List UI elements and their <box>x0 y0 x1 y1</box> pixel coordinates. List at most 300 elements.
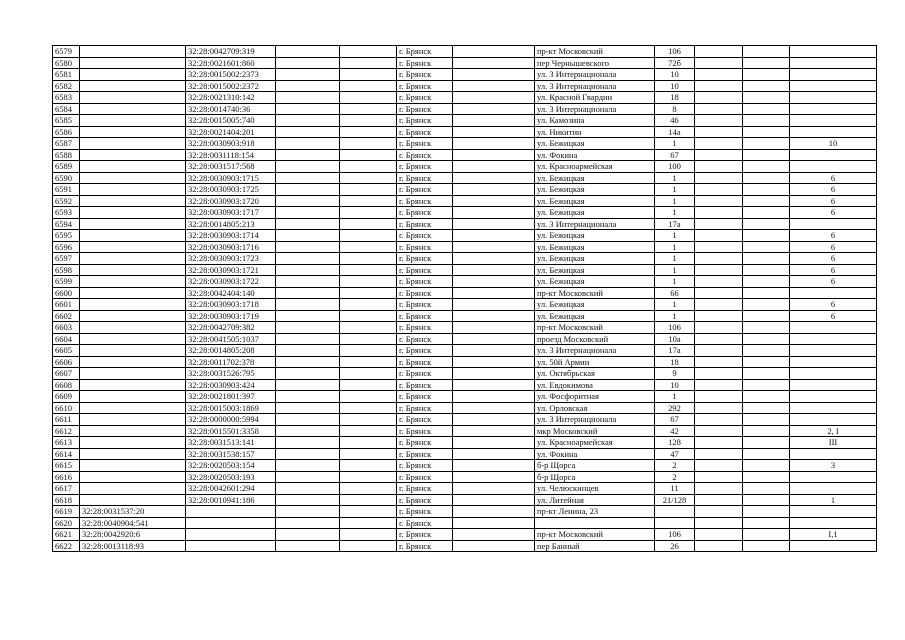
table-cell <box>790 92 877 104</box>
table-cell <box>340 529 397 541</box>
table-cell: ул. Фосфоритная <box>535 391 655 403</box>
table-cell <box>453 471 535 483</box>
table-cell <box>276 310 340 322</box>
table-cell <box>790 161 877 173</box>
table-cell <box>790 46 877 58</box>
table-cell: б-р Щорса <box>535 460 655 472</box>
table-cell: 32:28:0030903:918 <box>186 138 276 150</box>
table-cell <box>276 276 340 288</box>
table-cell <box>453 540 535 552</box>
table-cell: пер Банный <box>535 540 655 552</box>
table-cell: 1 <box>655 207 695 219</box>
table-cell <box>695 368 743 380</box>
table-cell <box>276 230 340 242</box>
table-cell <box>340 103 397 115</box>
table-cell: 32:28:0015002:2372 <box>186 80 276 92</box>
table-cell <box>80 368 186 380</box>
table-cell: 32:28:0020503:154 <box>186 460 276 472</box>
table-row <box>53 506 877 518</box>
table-cell <box>80 437 186 449</box>
table-cell: г. Брянск <box>397 184 453 196</box>
table-cell <box>453 80 535 92</box>
table-cell <box>80 195 186 207</box>
table-cell: 3 <box>790 460 877 472</box>
table-cell <box>276 379 340 391</box>
table-cell: ул. Литейная <box>535 494 655 506</box>
table-cell: г. Брянск <box>397 483 453 495</box>
table-cell <box>743 460 790 472</box>
table-cell: 32:28:0031517:568 <box>186 161 276 173</box>
table-cell <box>340 517 397 529</box>
table-cell <box>743 437 790 449</box>
table-cell <box>276 471 340 483</box>
table-row <box>53 264 877 276</box>
table-cell <box>80 241 186 253</box>
table-cell: г. Брянск <box>397 471 453 483</box>
table-cell: 32:28:0030903:1718 <box>186 299 276 311</box>
table-cell: ул. Бежицкая <box>535 172 655 184</box>
table-row <box>53 425 877 437</box>
table-cell: 6616 <box>53 471 80 483</box>
table-cell <box>743 161 790 173</box>
table-row <box>53 92 877 104</box>
table-row <box>53 356 877 368</box>
table-cell <box>453 414 535 426</box>
table-cell: ул. Фокина <box>535 448 655 460</box>
table-cell <box>790 402 877 414</box>
table-cell <box>743 448 790 460</box>
table-row <box>53 437 877 449</box>
table-cell <box>340 425 397 437</box>
table-cell <box>80 264 186 276</box>
table-cell <box>743 69 790 81</box>
table-cell <box>276 368 340 380</box>
table-cell <box>453 276 535 288</box>
table-cell: 66 <box>655 287 695 299</box>
table-cell: 6 <box>790 299 877 311</box>
table-cell <box>340 460 397 472</box>
table-cell <box>80 57 186 69</box>
table-cell <box>743 149 790 161</box>
table-cell <box>453 92 535 104</box>
table-cell <box>695 483 743 495</box>
table-cell: 6599 <box>53 276 80 288</box>
table-cell: 32:28:0040904:541 <box>80 517 186 529</box>
table-row <box>53 80 877 92</box>
table-cell <box>695 391 743 403</box>
table-cell <box>453 103 535 115</box>
table-cell <box>80 218 186 230</box>
table-cell <box>695 540 743 552</box>
table-cell: г. Брянск <box>397 540 453 552</box>
table-cell <box>340 264 397 276</box>
table-cell: 6587 <box>53 138 80 150</box>
table-cell: ул. Бежицкая <box>535 253 655 265</box>
table-cell <box>340 276 397 288</box>
table-cell <box>695 437 743 449</box>
table-row <box>53 253 877 265</box>
table-cell <box>695 356 743 368</box>
table-cell: 10 <box>790 138 877 150</box>
table-cell <box>743 517 790 529</box>
table-cell <box>695 103 743 115</box>
table-cell <box>276 540 340 552</box>
table-cell: г. Брянск <box>397 115 453 127</box>
table-cell <box>276 299 340 311</box>
table-cell: 10 <box>655 379 695 391</box>
table-cell: 32:28:0030903:1723 <box>186 253 276 265</box>
table-cell <box>340 483 397 495</box>
table-cell <box>80 287 186 299</box>
table-cell: г. Брянск <box>397 310 453 322</box>
table-cell <box>340 299 397 311</box>
table-cell: 6612 <box>53 425 80 437</box>
table-row <box>53 172 877 184</box>
table-cell <box>276 80 340 92</box>
table-cell: 6613 <box>53 437 80 449</box>
table-cell <box>276 46 340 58</box>
table-cell <box>80 161 186 173</box>
table-cell <box>186 517 276 529</box>
table-cell <box>340 69 397 81</box>
table-cell <box>276 356 340 368</box>
table-cell <box>80 402 186 414</box>
table-cell <box>80 184 186 196</box>
table-cell: г. Брянск <box>397 161 453 173</box>
table-cell: г. Брянск <box>397 138 453 150</box>
table-cell: 11 <box>655 483 695 495</box>
table-cell <box>80 149 186 161</box>
table-cell: 6622 <box>53 540 80 552</box>
table-cell <box>743 529 790 541</box>
table-cell: 32:28:0030903:1714 <box>186 230 276 242</box>
table-cell <box>276 161 340 173</box>
table-cell: 72б <box>655 57 695 69</box>
table-cell: мкр Московский <box>535 425 655 437</box>
table-cell: 6 <box>790 184 877 196</box>
table-cell <box>276 69 340 81</box>
table-row <box>53 391 877 403</box>
table-cell <box>453 287 535 299</box>
table-cell <box>453 494 535 506</box>
table-cell: б-р Щорса <box>535 471 655 483</box>
table-cell: г. Брянск <box>397 345 453 357</box>
table-row <box>53 310 877 322</box>
table-cell <box>276 218 340 230</box>
table-row <box>53 276 877 288</box>
table-cell <box>695 207 743 219</box>
table-cell: г. Брянск <box>397 241 453 253</box>
table-cell <box>80 425 186 437</box>
table-cell: 6583 <box>53 92 80 104</box>
table-row <box>53 483 877 495</box>
table-cell <box>276 460 340 472</box>
table-cell <box>80 483 186 495</box>
table-cell: 6606 <box>53 356 80 368</box>
table-cell <box>743 540 790 552</box>
table-cell <box>340 287 397 299</box>
table-cell: г. Брянск <box>397 195 453 207</box>
table-cell: 6 <box>790 207 877 219</box>
table-cell: г. Брянск <box>397 356 453 368</box>
table-cell: 21/128 <box>655 494 695 506</box>
table-cell <box>743 218 790 230</box>
table-cell: г. Брянск <box>397 103 453 115</box>
table-cell: г. Брянск <box>397 57 453 69</box>
table-cell <box>80 46 186 58</box>
table-cell <box>790 80 877 92</box>
table-cell <box>80 391 186 403</box>
table-cell <box>453 126 535 138</box>
table-cell <box>695 46 743 58</box>
table-cell <box>276 345 340 357</box>
table-cell: ул. Бежицкая <box>535 276 655 288</box>
table-row <box>53 161 877 173</box>
table-cell <box>743 241 790 253</box>
table-cell <box>340 368 397 380</box>
table-cell: г. Брянск <box>397 448 453 460</box>
table-cell <box>695 161 743 173</box>
table-cell <box>695 241 743 253</box>
table-cell: ул. Красной Гвардии <box>535 92 655 104</box>
table-cell: 10 <box>655 80 695 92</box>
table-cell: 128 <box>655 437 695 449</box>
table-cell <box>276 391 340 403</box>
table-cell: 6593 <box>53 207 80 219</box>
table-cell: 32:28:0030903:1721 <box>186 264 276 276</box>
table-row <box>53 379 877 391</box>
table-cell <box>743 333 790 345</box>
table-cell <box>186 529 276 541</box>
table-cell <box>276 115 340 127</box>
table-cell: г. Брянск <box>397 425 453 437</box>
table-cell: 6621 <box>53 529 80 541</box>
table-row <box>53 287 877 299</box>
table-cell: ул. 3 Интернационала <box>535 69 655 81</box>
table-cell <box>80 322 186 334</box>
table-cell <box>743 207 790 219</box>
table-cell <box>340 310 397 322</box>
table-cell <box>743 483 790 495</box>
register-table <box>52 45 877 552</box>
table-cell: ул. Бежицкая <box>535 299 655 311</box>
table-cell: проезд Московский <box>535 333 655 345</box>
table-cell: 2 <box>655 471 695 483</box>
table-cell <box>743 126 790 138</box>
table-cell: 32:28:0015002:2373 <box>186 69 276 81</box>
table-cell <box>340 149 397 161</box>
table-cell <box>790 103 877 115</box>
table-cell <box>453 425 535 437</box>
table-cell: ул. Бежицкая <box>535 207 655 219</box>
table-cell <box>695 506 743 518</box>
table-cell: 6615 <box>53 460 80 472</box>
table-cell <box>695 379 743 391</box>
table-cell <box>340 92 397 104</box>
table-cell: 32:28:0021404:201 <box>186 126 276 138</box>
table-cell <box>790 391 877 403</box>
table-cell <box>695 115 743 127</box>
table-cell <box>743 494 790 506</box>
table-cell: 6584 <box>53 103 80 115</box>
table-cell <box>695 448 743 460</box>
table-cell <box>80 448 186 460</box>
table-cell: 6619 <box>53 506 80 518</box>
table-cell: 10 <box>655 69 695 81</box>
table-cell <box>743 425 790 437</box>
table-cell <box>743 172 790 184</box>
table-cell <box>276 448 340 460</box>
table-cell: 6582 <box>53 80 80 92</box>
table-row <box>53 149 877 161</box>
table-cell: 6 <box>790 195 877 207</box>
table-cell: 1 <box>655 253 695 265</box>
table-cell <box>276 207 340 219</box>
table-cell <box>743 138 790 150</box>
table-cell <box>80 356 186 368</box>
table-cell: ул. 50й Армии <box>535 356 655 368</box>
table-cell: 32:28:0030903:1720 <box>186 195 276 207</box>
table-cell: 10а <box>655 333 695 345</box>
table-cell <box>655 517 695 529</box>
table-cell: 32:28:0015501:3358 <box>186 425 276 437</box>
table-cell <box>340 402 397 414</box>
table-cell: г. Брянск <box>397 391 453 403</box>
table-cell: 6595 <box>53 230 80 242</box>
table-cell <box>695 69 743 81</box>
table-cell: 1 <box>655 138 695 150</box>
table-cell <box>695 471 743 483</box>
table-cell: 100 <box>655 161 695 173</box>
table-cell: 32:28:0030903:1715 <box>186 172 276 184</box>
table-cell <box>695 276 743 288</box>
table-cell <box>743 506 790 518</box>
table-cell: 9 <box>655 368 695 380</box>
table-cell <box>340 448 397 460</box>
table-cell: 6608 <box>53 379 80 391</box>
table-cell <box>80 230 186 242</box>
table-cell <box>340 80 397 92</box>
table-cell <box>695 425 743 437</box>
table-cell: 6609 <box>53 391 80 403</box>
table-cell <box>453 448 535 460</box>
table-cell: 32:28:0030903:1722 <box>186 276 276 288</box>
table-cell <box>453 299 535 311</box>
table-cell <box>80 299 186 311</box>
table-cell <box>453 184 535 196</box>
table-cell <box>276 517 340 529</box>
table-row <box>53 494 877 506</box>
table-cell <box>453 115 535 127</box>
table-cell <box>695 230 743 242</box>
table-cell <box>453 69 535 81</box>
table-cell <box>695 218 743 230</box>
table-cell <box>695 517 743 529</box>
table-cell: ул. Никитин <box>535 126 655 138</box>
table-cell <box>276 425 340 437</box>
table-cell <box>276 92 340 104</box>
table-cell <box>743 310 790 322</box>
table-cell <box>790 287 877 299</box>
table-cell <box>453 437 535 449</box>
table-cell <box>276 494 340 506</box>
table-cell <box>695 299 743 311</box>
table-cell: 32:28:0030903:1719 <box>186 310 276 322</box>
table-cell <box>340 57 397 69</box>
table-cell <box>276 103 340 115</box>
table-cell: пр-кт Ленина, 23 <box>535 506 655 518</box>
table-cell: 6 <box>790 264 877 276</box>
table-cell: 6611 <box>53 414 80 426</box>
table-cell <box>340 356 397 368</box>
table-row <box>53 115 877 127</box>
table-cell <box>276 414 340 426</box>
table-cell: ул. Бежицкая <box>535 230 655 242</box>
table-cell <box>790 115 877 127</box>
table-cell: 6581 <box>53 69 80 81</box>
table-cell <box>80 207 186 219</box>
table-cell: г. Брянск <box>397 230 453 242</box>
table-cell: 6618 <box>53 494 80 506</box>
table-cell: г. Брянск <box>397 529 453 541</box>
table-cell <box>743 356 790 368</box>
table-cell <box>340 115 397 127</box>
table-row <box>53 414 877 426</box>
table-cell <box>80 80 186 92</box>
table-cell <box>743 379 790 391</box>
table-cell: 32:28:0030903:424 <box>186 379 276 391</box>
table-cell: 32:28:0021801:397 <box>186 391 276 403</box>
table-cell <box>743 402 790 414</box>
table-cell: 6 <box>790 310 877 322</box>
table-cell: 32:28:0021601:860 <box>186 57 276 69</box>
table-cell <box>743 230 790 242</box>
table-cell <box>276 483 340 495</box>
table-cell <box>743 322 790 334</box>
table-cell <box>453 195 535 207</box>
table-cell: г. Брянск <box>397 437 453 449</box>
table-cell <box>80 103 186 115</box>
table-cell <box>743 80 790 92</box>
table-cell: г. Брянск <box>397 322 453 334</box>
table-cell: 32:28:0030903:1717 <box>186 207 276 219</box>
table-cell <box>453 218 535 230</box>
table-cell <box>340 414 397 426</box>
table-cell <box>340 471 397 483</box>
table-cell <box>695 253 743 265</box>
table-cell <box>276 126 340 138</box>
table-cell: 6579 <box>53 46 80 58</box>
table-cell: ул. Орловская <box>535 402 655 414</box>
table-cell <box>655 506 695 518</box>
table-cell <box>80 414 186 426</box>
table-cell <box>743 345 790 357</box>
table-cell: 32:28:0031538:157 <box>186 448 276 460</box>
table-cell: 32:28:0042601:294 <box>186 483 276 495</box>
table-cell: 6589 <box>53 161 80 173</box>
table-cell <box>790 126 877 138</box>
table-cell: г. Брянск <box>397 299 453 311</box>
table-row <box>53 230 877 242</box>
table-row <box>53 103 877 115</box>
table-cell <box>790 483 877 495</box>
table-cell <box>743 471 790 483</box>
table-cell <box>743 115 790 127</box>
table-cell <box>695 264 743 276</box>
table-cell <box>790 471 877 483</box>
table-cell: 6592 <box>53 195 80 207</box>
table-cell <box>340 506 397 518</box>
